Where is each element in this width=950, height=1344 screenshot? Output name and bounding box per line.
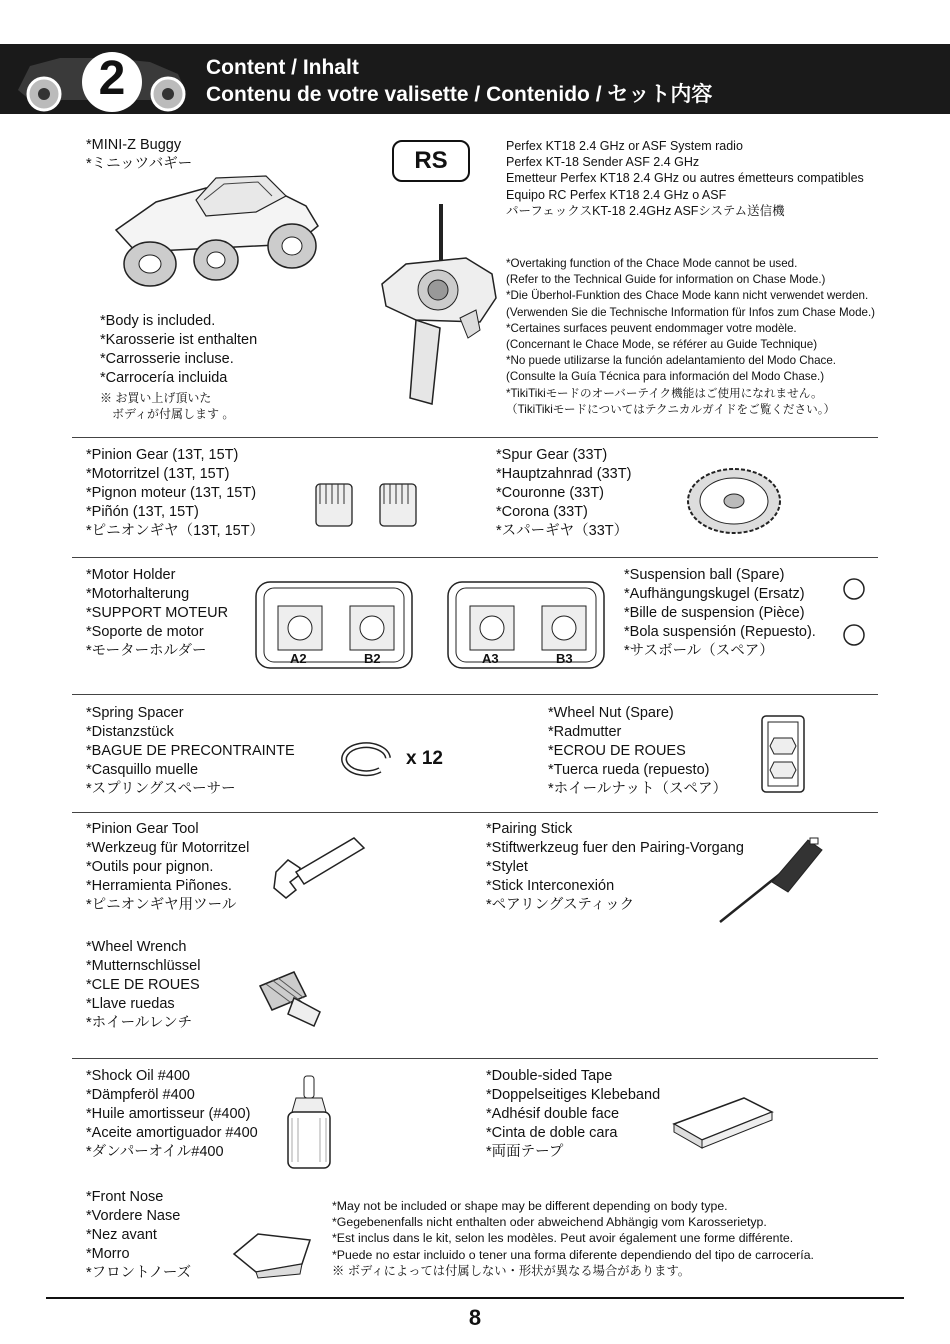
pairing-stick-line: *Stiftwerkzeug fuer den Pairing-Vorgang bbox=[486, 840, 744, 856]
motor-holder-a2-b2 bbox=[254, 580, 414, 670]
wheel-nut-line: *ECROU DE ROUES bbox=[548, 743, 686, 759]
front-nose-names bbox=[86, 1188, 191, 1283]
suspension-ball-line: *Suspension ball (Spare) bbox=[624, 567, 785, 583]
suspension-ball-line: *Bola suspensión (Repuesto). bbox=[624, 624, 816, 640]
suspension-ball-line: *サスボール（スペア） bbox=[624, 643, 774, 659]
pinion-tool-line: *Outils pour pignon. bbox=[86, 859, 214, 875]
body-note-line: *Carrosserie incluse. bbox=[100, 351, 234, 367]
shock-oil-line: *Huile amortisseur (#400) bbox=[86, 1106, 251, 1122]
holder-label: B2 bbox=[364, 651, 381, 666]
shock-oil-line: *Shock Oil #400 bbox=[86, 1068, 190, 1084]
pinion-tool-line: *ピニオンギヤ用ツール bbox=[86, 897, 237, 913]
pairing-stick-illustration bbox=[710, 830, 830, 930]
pinion-tool-line: *Pinion Gear Tool bbox=[86, 821, 199, 837]
wheel-wrench-line: *ホイールレンチ bbox=[86, 1015, 193, 1031]
front-nose-note-line: *May not be included or shape may be different depending on body type. bbox=[332, 1199, 728, 1213]
shock-oil-line: *Aceite amortiguador #400 bbox=[86, 1125, 258, 1141]
pinion-gear-names bbox=[86, 446, 264, 541]
radio-name-line: Perfex KT18 2.4 GHz or ASF System radio bbox=[506, 139, 743, 153]
page-number: 8 bbox=[468, 1305, 482, 1330]
pinion-gear-line: *Pignon moteur (13T, 15T) bbox=[86, 485, 257, 501]
suspension-ball-line: *Bille de suspension (Pièce) bbox=[624, 605, 805, 621]
section-divider bbox=[72, 1058, 878, 1059]
wheel-nut-illustration bbox=[760, 714, 806, 794]
radio-note-line: *Certaines surfaces peuvent endommager votre modèle. bbox=[506, 321, 797, 335]
holder-label: A2 bbox=[290, 651, 307, 666]
spring-spacer-line: *Casquillo muelle bbox=[86, 762, 199, 778]
radio-note-line: (Concernant le Chace Mode, se référer au Guide Technique) bbox=[506, 337, 818, 351]
suspension-ball-names bbox=[624, 566, 816, 661]
front-nose-line: *Vordere Nase bbox=[86, 1208, 181, 1224]
motor-holder-line: *Motorhalterung bbox=[86, 586, 190, 602]
holder-label: A3 bbox=[482, 651, 499, 666]
radio-note-line: （TikiTikiモードについてはテクニカルガイドをご覧ください。） bbox=[506, 402, 836, 416]
pinion-tool-line: *Herramienta Piñones. bbox=[86, 878, 232, 894]
suspension-ball-line: *Aufhängungskugel (Ersatz) bbox=[624, 586, 805, 602]
spring-spacer-names bbox=[86, 704, 295, 799]
radio-note-line: *Die Überhol-Funktion des Chace Mode kann nicht verwendet werden. bbox=[506, 289, 869, 303]
wheel-wrench-line: *Mutternschlüssel bbox=[86, 958, 201, 974]
radio-name-line: Equipo RC Perfex KT18 2.4 GHz o ASF bbox=[506, 187, 727, 202]
spur-gear-line: *Couronne (33T) bbox=[496, 485, 604, 501]
shock-oil-names bbox=[86, 1067, 258, 1162]
body-note-jp-line: ボディが付属します 。 bbox=[100, 407, 235, 422]
spur-gear-names bbox=[496, 446, 631, 541]
pairing-stick-line: *ペアリングスティック bbox=[486, 897, 635, 913]
wheel-nut-names bbox=[548, 704, 727, 799]
radio-name-line: Perfex KT-18 Sender ASF 2.4 GHz bbox=[506, 155, 700, 170]
wheel-nut-line: *Radmutter bbox=[548, 724, 622, 740]
page-header bbox=[0, 44, 950, 114]
wheel-wrench-names bbox=[86, 938, 200, 1033]
pinion-gear-line: *Pinion Gear (13T, 15T) bbox=[86, 447, 239, 463]
pairing-stick-line: *Pairing Stick bbox=[486, 821, 573, 837]
body-note-line: *Karosserie ist enthalten bbox=[100, 332, 258, 348]
radio-note-line: (Verwenden Sie die Technische Information für Infos zum Chase Mode.) bbox=[506, 305, 876, 319]
spring-spacer-line: *スプリングスペーサー bbox=[86, 781, 236, 797]
wheel-wrench-line: *CLE DE ROUES bbox=[86, 977, 200, 993]
spur-gear-illustration bbox=[684, 466, 784, 536]
motor-holder-names bbox=[86, 566, 228, 661]
buggy-body-note-jp bbox=[100, 390, 234, 422]
front-nose-note-line: *Puede no estar incluido o tener una forma diferente dependiendo del tipo de carrocería. bbox=[332, 1247, 814, 1262]
tape-line: *両面テープ bbox=[486, 1144, 564, 1160]
pinion-gear-illustration bbox=[312, 478, 422, 534]
body-note-line: *Body is included. bbox=[100, 313, 216, 329]
front-nose-line: *フロントノーズ bbox=[86, 1265, 192, 1281]
wheel-nut-line: *Tuerca rueda (repuesto) bbox=[548, 762, 710, 778]
radio-note-line: (Consulte la Guía Técnica para información del Modo Chase.) bbox=[506, 370, 825, 384]
spur-gear-line: *Corona (33T) bbox=[496, 504, 588, 520]
rs-badge: RS bbox=[392, 140, 470, 182]
section-divider bbox=[72, 437, 878, 438]
wheel-wrench-line: *Wheel Wrench bbox=[86, 939, 187, 955]
wheel-nut-line: *Wheel Nut (Spare) bbox=[548, 705, 674, 721]
front-nose-note-line: *Est inclus dans le kit, selon les modèles. Peut avoir également une forme différente. bbox=[332, 1231, 794, 1246]
body-note-line: *Carrocería incluida bbox=[100, 370, 228, 386]
front-nose-note-line: *Gegebenenfalls nicht enthalten oder abweichend Abhängig vom Karosserietyp. bbox=[332, 1215, 767, 1230]
spring-spacer-illustration bbox=[340, 740, 400, 780]
tape-illustration bbox=[668, 1094, 778, 1150]
pairing-stick-names bbox=[486, 820, 744, 915]
pinion-tool-names bbox=[86, 820, 249, 915]
motor-holder-a3-b3 bbox=[446, 580, 606, 670]
tape-names bbox=[486, 1067, 660, 1162]
title-line-1: Content / Inhalt bbox=[206, 56, 359, 79]
front-nose-line: *Nez avant bbox=[86, 1227, 157, 1243]
tape-line: *Adhésif double face bbox=[486, 1106, 620, 1122]
step-number: 2 bbox=[98, 52, 126, 105]
spring-spacer-line: *Spring Spacer bbox=[86, 705, 184, 721]
buggy-name-en: *MINI-Z Buggy bbox=[86, 137, 182, 153]
motor-holder-line: *SUPPORT MOTEUR bbox=[86, 605, 229, 621]
pairing-stick-line: *Stick Interconexión bbox=[486, 878, 615, 894]
spur-gear-line: *Hauptzahnrad (33T) bbox=[496, 466, 632, 482]
pinion-tool-line: *Werkzeug für Motorritzel bbox=[86, 840, 250, 856]
wheel-wrench-illustration bbox=[254, 966, 334, 1030]
radio-notes bbox=[506, 256, 875, 418]
pinion-tool-illustration bbox=[268, 832, 368, 904]
wheel-wrench-line: *Llave ruedas bbox=[86, 996, 175, 1012]
pinion-gear-line: *Motorritzel (13T, 15T) bbox=[86, 466, 230, 482]
radio-note-line: *TikiTikiモードのオーバーテイク機能はご使用になれません。 bbox=[506, 386, 823, 400]
radio-note-line: *No puede utilizarse la función adelantamiento del Modo Chace. bbox=[506, 354, 836, 368]
shock-oil-line: *ダンパーオイル#400 bbox=[86, 1144, 224, 1160]
section-divider bbox=[72, 694, 878, 695]
section-divider bbox=[72, 812, 878, 813]
section-divider bbox=[72, 557, 878, 558]
tape-line: *Cinta de doble cara bbox=[486, 1125, 618, 1141]
pinion-gear-line: *ピニオンギヤ（13T, 15T） bbox=[86, 523, 265, 539]
radio-note-line: *Overtaking function of the Chace Mode cannot be used. bbox=[506, 257, 798, 270]
spring-spacer-line: *BAGUE DE PRECONTRAINTE bbox=[86, 743, 295, 759]
radio-names bbox=[506, 138, 864, 219]
spur-gear-line: *Spur Gear (33T) bbox=[496, 447, 608, 463]
transmitter-illustration bbox=[376, 198, 506, 428]
holder-label: B3 bbox=[556, 651, 573, 666]
spring-spacer-quantity: x 12 bbox=[406, 748, 443, 769]
motor-holder-line: *Soporte de motor bbox=[86, 624, 204, 640]
pairing-stick-line: *Stylet bbox=[486, 859, 528, 875]
motor-holder-line: *Motor Holder bbox=[86, 567, 176, 583]
body-note-jp-line: ※ お買い上げ頂いた bbox=[100, 391, 212, 405]
tape-line: *Double-sided Tape bbox=[486, 1068, 613, 1084]
buggy-name-jp: *ミニッツバギー bbox=[86, 156, 193, 172]
motor-holder-line: *モーターホルダー bbox=[86, 643, 207, 659]
shock-oil-bottle-illustration bbox=[280, 1072, 340, 1172]
front-nose-line: *Morro bbox=[86, 1246, 130, 1262]
tape-line: *Doppelseitiges Klebeband bbox=[486, 1087, 661, 1103]
radio-note-line: (Refer to the Technical Guide for information on Chase Mode.) bbox=[506, 273, 826, 287]
spring-spacer-line: *Distanzstück bbox=[86, 724, 174, 740]
front-nose-illustration bbox=[228, 1228, 318, 1280]
front-nose-note-line: ※ ボディによっては付属しない・形状が異なる場合があります。 bbox=[332, 1263, 691, 1278]
title-line-2: Contenu de votre valisette / Contenido / セット内容 bbox=[206, 83, 713, 106]
radio-name-line: Emetteur Perfex KT18 2.4 GHz ou autres émetteurs compatibles bbox=[506, 171, 864, 186]
buggy-illustration bbox=[96, 160, 336, 290]
front-nose-line: *Front Nose bbox=[86, 1189, 164, 1205]
spur-gear-line: *スパーギヤ（33T） bbox=[496, 523, 629, 539]
footer-rule bbox=[46, 1297, 904, 1299]
wheel-nut-line: *ホイールナット（スペア） bbox=[548, 781, 728, 797]
buggy-body-note bbox=[100, 312, 257, 388]
shock-oil-line: *Dämpferöl #400 bbox=[86, 1087, 195, 1103]
suspension-ball-illustration bbox=[840, 576, 870, 648]
radio-name-line: パーフェックスKT-18 2.4GHz ASFシステム送信機 bbox=[506, 203, 785, 218]
front-nose-notes bbox=[332, 1198, 814, 1279]
pinion-gear-line: *Piñón (13T, 15T) bbox=[86, 504, 199, 520]
